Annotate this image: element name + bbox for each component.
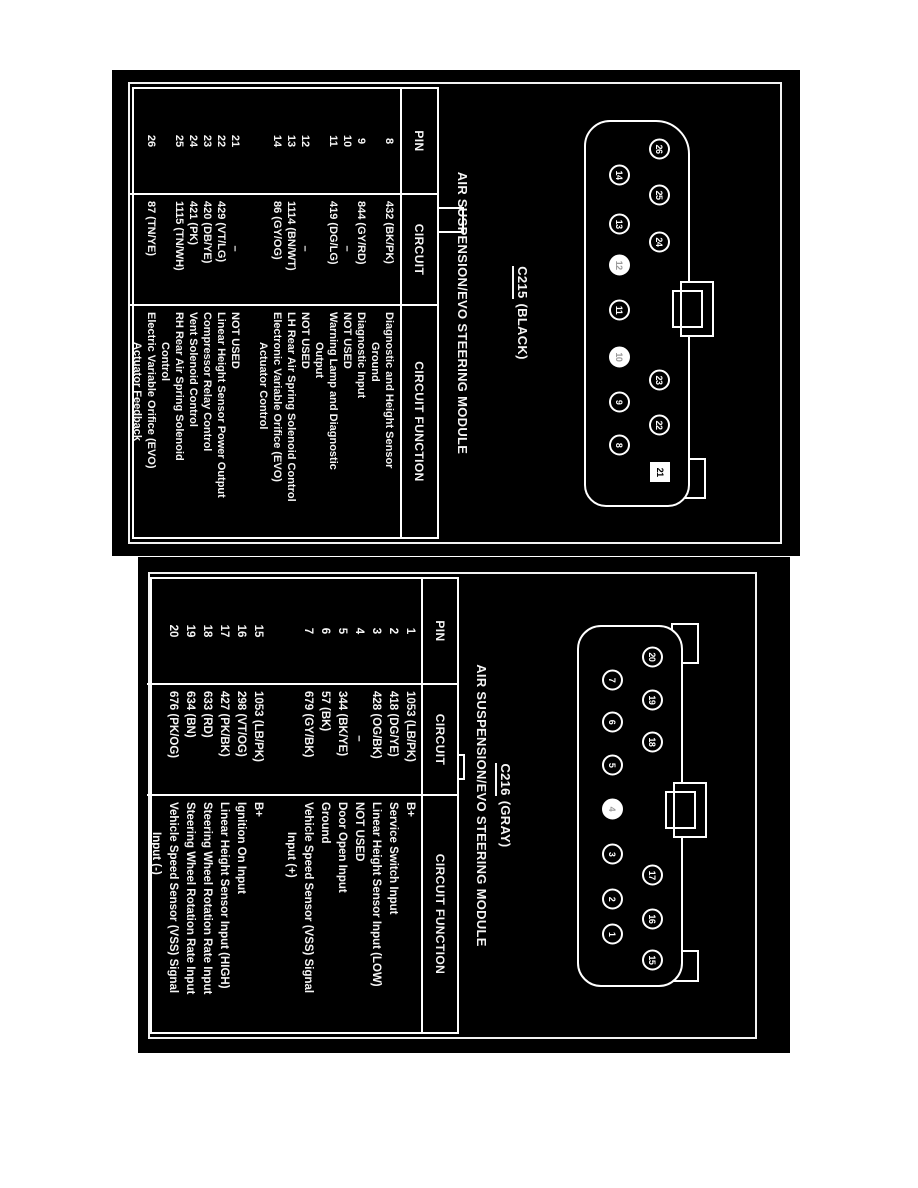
circuit-function-cell (401, 794, 418, 1032)
circuit-function-cell (200, 304, 214, 537)
table-row-pin-3 (367, 579, 384, 1032)
connector-code: C216 (495, 763, 513, 795)
circuit-cell: 432 (BK/PK) (383, 201, 395, 264)
circuit-cell: 429 (VT/LG) (215, 201, 227, 263)
circuit-cell: 344 (BK/YE) (336, 691, 348, 757)
function-line: LH Rear Air Spring Solenoid Control (285, 312, 297, 502)
function-line: Linear Height Sensor Input (LOW) (370, 802, 382, 987)
table-row-pin-21 (228, 89, 242, 537)
pin-cell: 18 (201, 624, 213, 638)
pin-cell: 15 (252, 624, 264, 638)
column-header-pin: PIN (433, 620, 447, 642)
connector-pin-22: 22 (649, 414, 670, 435)
module-title: AIR SUSPENSION/EVO STEERING MODULE (474, 664, 489, 947)
column-header-circuit: CIRCUIT (402, 193, 437, 304)
circuit-function-cell (130, 304, 158, 537)
pin-cell: 11 (327, 135, 339, 147)
function-line: Vent Solenoid Control (187, 312, 199, 427)
table-row-pin-11 (312, 89, 340, 537)
circuit-function-cell (158, 304, 186, 537)
table-row-pin-5 (333, 579, 350, 1032)
circuit-cell: 427 (PK/BK) (218, 691, 230, 757)
circuit-function-cell (249, 794, 266, 1032)
function-line: Warning Lamp and Diagnostic (327, 312, 339, 470)
circuit-function-cell (256, 304, 284, 537)
connector-face-diagram (564, 120, 714, 507)
connector-color: (GRAY) (498, 800, 513, 848)
table-row-pin-18 (198, 579, 215, 1032)
connector-pin-13: 13 (609, 214, 630, 235)
pin-group-gap (266, 579, 282, 1032)
function-line: Output (313, 342, 325, 379)
pin-cell: 10 (341, 134, 353, 148)
table-row-pin-6 (316, 579, 333, 1032)
circuit-cell: 418 (DG/YE) (387, 691, 399, 757)
rotated-content (150, 574, 755, 1037)
pin-cell: 23 (201, 134, 213, 148)
connector-keyway-inner (665, 791, 696, 829)
pin-cell: 12 (299, 134, 311, 148)
circuit-function-cell (316, 794, 333, 1032)
function-line: Electric Variable Orifice (EVO) (145, 312, 157, 469)
pin-group-gap (242, 89, 256, 537)
connector-code: C215 (512, 266, 530, 298)
pin-cell: 14 (271, 134, 283, 148)
circuit-function-cell (340, 304, 354, 537)
function-line: Actuator Control (257, 342, 269, 430)
function-line: Service Switch Input (387, 802, 399, 915)
circuit-cell: 421 (PK) (187, 201, 199, 246)
pin-cell: 3 (370, 627, 382, 635)
function-line: B+ (404, 802, 416, 818)
pin-cell: 6 (319, 627, 331, 635)
table-row-pin-25 (158, 89, 186, 537)
pin-cell: 1 (404, 627, 416, 635)
function-line: RH Rear Air Spring Solenoid (173, 312, 185, 461)
module-title: AIR SUSPENSION/EVO STEERING MODULE (455, 171, 470, 455)
connector-pin-23: 23 (649, 370, 670, 391)
connector-pin-18: 18 (642, 731, 663, 752)
pin-cell: 19 (184, 624, 196, 638)
connector-pin-4: 4 (602, 798, 623, 819)
circuit-cell: 634 (BN) (184, 691, 196, 738)
pin-cell: 24 (187, 134, 199, 148)
column-divider (147, 683, 421, 685)
connector-pin-14: 14 (609, 164, 630, 185)
circuit-function-cell (333, 794, 350, 1032)
column-divider (130, 193, 400, 195)
table-row-pin-10 (340, 89, 354, 537)
connector-pin-8: 8 (609, 435, 630, 456)
function-line: Ground (319, 802, 331, 844)
connector-keyway-inner (672, 290, 703, 328)
circuit-cell: 633 (RD) (201, 691, 213, 738)
circuit-function-cell (384, 794, 401, 1032)
table-row-pin-12 (298, 89, 312, 537)
circuit-cell: 1114 (BN/WT) (285, 201, 297, 271)
pin-cell: 25 (173, 134, 185, 148)
circuit-cell: 844 (GY/RD) (355, 201, 367, 265)
circuit-function-cell (282, 794, 316, 1032)
table-row-pin-26 (130, 89, 158, 537)
connector-pin-25: 25 (649, 185, 670, 206)
pinout-table (132, 87, 439, 539)
function-line: Ignition On Input (235, 802, 247, 894)
function-line: Steering Wheel Rotation Rate Input (201, 802, 213, 995)
circuit-cell: 1115 (TN/WH) (173, 201, 185, 271)
function-line: Input (+) (285, 832, 297, 878)
circuit-cell: 676 (PK/OG) (167, 691, 179, 759)
circuit-function-cell (284, 304, 298, 537)
table-row-pin-16 (232, 579, 249, 1032)
circuit-cell: 1053 (LB/PK) (252, 691, 264, 762)
circuit-cell: – (353, 735, 365, 742)
connector-pin-5: 5 (602, 755, 623, 776)
pin-cell: 4 (353, 627, 365, 635)
table-row-pin-23 (200, 89, 214, 537)
connector-pin-11: 11 (609, 300, 630, 321)
circuit-function-cell (228, 304, 242, 537)
table-row-pin-9 (354, 89, 368, 537)
circuit-cell: – (341, 245, 353, 252)
function-line: Compressor Relay Control (201, 312, 213, 452)
table-body (147, 579, 421, 1032)
circuit-cell: 87 (TN/YE) (145, 201, 157, 257)
circuit-function-cell (198, 794, 215, 1032)
circuit-function-cell (367, 794, 384, 1032)
table-row-pin-20 (147, 579, 181, 1032)
table-row-pin-7 (282, 579, 316, 1032)
column-header-pin: PIN (412, 130, 427, 152)
table-row-pin-17 (215, 579, 232, 1032)
connector-pin-1: 1 (602, 924, 623, 945)
pin-cell: 22 (215, 134, 227, 148)
connector-pin-10: 10 (609, 346, 630, 367)
table-rows (130, 89, 396, 537)
circuit-cell: – (229, 245, 241, 252)
function-line: B+ (252, 802, 264, 818)
rotated-content (130, 84, 780, 542)
panel-frame (128, 82, 782, 544)
function-line: NOT USED (353, 802, 365, 862)
connector-color: (BLACK) (515, 303, 530, 360)
table-row-pin-14 (256, 89, 284, 537)
pinout-panel-c215 (112, 70, 800, 556)
table-row-pin-13 (284, 89, 298, 537)
pin-cell: 26 (145, 134, 157, 148)
circuit-cell: 298 (VT/OG) (235, 691, 247, 757)
function-line: Input (-) (150, 832, 162, 875)
table-row-pin-22 (214, 89, 228, 537)
function-line: Vehicle Speed Sensor (VSS) Signal (167, 802, 179, 994)
table-row-pin-1 (401, 579, 418, 1032)
connector-pin-12: 12 (609, 255, 630, 276)
column-divider (130, 304, 400, 306)
function-line: Diagnostic Input (355, 312, 367, 399)
function-line: Actuator Feedback (131, 342, 143, 442)
function-line: NOT USED (229, 312, 241, 369)
connector-pin-15: 15 (642, 949, 663, 970)
circuit-cell: 419 (DG/LG) (327, 201, 339, 265)
circuit-function-cell (312, 304, 340, 537)
circuit-cell: 57 (BK) (319, 691, 331, 732)
pin-cell: 16 (235, 624, 247, 638)
circuit-cell: 1053 (LB/PK) (404, 691, 416, 762)
function-line: Control (159, 342, 171, 382)
panel-frame (148, 572, 757, 1039)
pin-cell: 9 (355, 137, 367, 145)
circuit-function-cell (181, 794, 198, 1032)
connector-id-title (515, 84, 530, 542)
pin-cell: 21 (229, 134, 241, 148)
table-rows (147, 579, 418, 1032)
connector-pin-17: 17 (642, 865, 663, 886)
pin-cell: 5 (336, 627, 348, 635)
function-line: NOT USED (341, 312, 353, 369)
connector-pin-7: 7 (602, 670, 623, 691)
function-line: Electronic Variable Orifice (EVO) (271, 312, 283, 482)
table-row-pin-4 (350, 579, 367, 1032)
connector-pin-3: 3 (602, 844, 623, 865)
table-header-row (400, 89, 437, 537)
pin-cell: 17 (218, 624, 230, 638)
connector-pin-19: 19 (642, 689, 663, 710)
connector-pin-26: 26 (649, 139, 670, 160)
circuit-function-cell (186, 304, 200, 537)
function-line: Steering Wheel Rotation Rate Input (184, 802, 196, 995)
connector-pin-24: 24 (649, 231, 670, 252)
table-header-row (421, 579, 457, 1032)
function-line: Door Open Input (336, 802, 348, 893)
circuit-cell: 428 (OG/BK) (370, 691, 382, 759)
table-body (130, 89, 400, 537)
connector-face-diagram (557, 625, 707, 987)
function-line: Vehicle Speed Sensor (VSS) Signal (302, 802, 314, 994)
column-header-circuit: CIRCUIT (423, 683, 457, 794)
pin-cell: 13 (285, 134, 297, 148)
function-line: Linear Height Sensor Power Output (215, 312, 227, 498)
table-row-pin-24 (186, 89, 200, 537)
column-header-circuit-function: CIRCUIT FUNCTION (402, 304, 437, 537)
function-line: Linear Height Sensor Input (HIGH) (218, 802, 230, 989)
pinout-table (150, 577, 459, 1034)
circuit-cell: 679 (GY/BK) (302, 691, 314, 758)
column-header-circuit-function: CIRCUIT FUNCTION (423, 794, 457, 1032)
circuit-function-cell (214, 304, 228, 537)
function-line: Diagnostic and Height Sensor (383, 312, 395, 469)
circuit-function-cell (354, 304, 368, 537)
column-divider (147, 794, 421, 796)
circuit-function-cell (368, 304, 396, 537)
connector-pin-6: 6 (602, 712, 623, 733)
circuit-function-cell (215, 794, 232, 1032)
connector-pin-20: 20 (642, 646, 663, 667)
table-row-pin-15 (249, 579, 266, 1032)
function-line: NOT USED (299, 312, 311, 369)
circuit-function-cell (232, 794, 249, 1032)
function-line: Ground (369, 342, 381, 382)
pinout-panel-c216 (138, 557, 790, 1053)
circuit-cell: 86 (GY/OG) (271, 201, 283, 260)
connector-id-title (498, 574, 513, 1037)
circuit-function-cell (298, 304, 312, 537)
table-row-pin-19 (181, 579, 198, 1032)
table-row-pin-8 (368, 89, 396, 537)
circuit-cell: 420 (DB/YE) (201, 201, 213, 264)
circuit-cell: – (299, 245, 311, 252)
connector-pin-2: 2 (602, 889, 623, 910)
table-row-pin-2 (384, 579, 401, 1032)
connector-pin-9: 9 (609, 392, 630, 413)
pin-cell: 2 (387, 627, 399, 635)
connector-pin-16: 16 (642, 908, 663, 929)
pin-cell: 7 (302, 627, 314, 635)
pin-cell: 20 (167, 624, 179, 638)
circuit-function-cell (147, 794, 181, 1032)
circuit-function-cell (350, 794, 367, 1032)
connector-pin-21: 21 (650, 462, 670, 482)
pin-cell: 8 (383, 137, 395, 145)
